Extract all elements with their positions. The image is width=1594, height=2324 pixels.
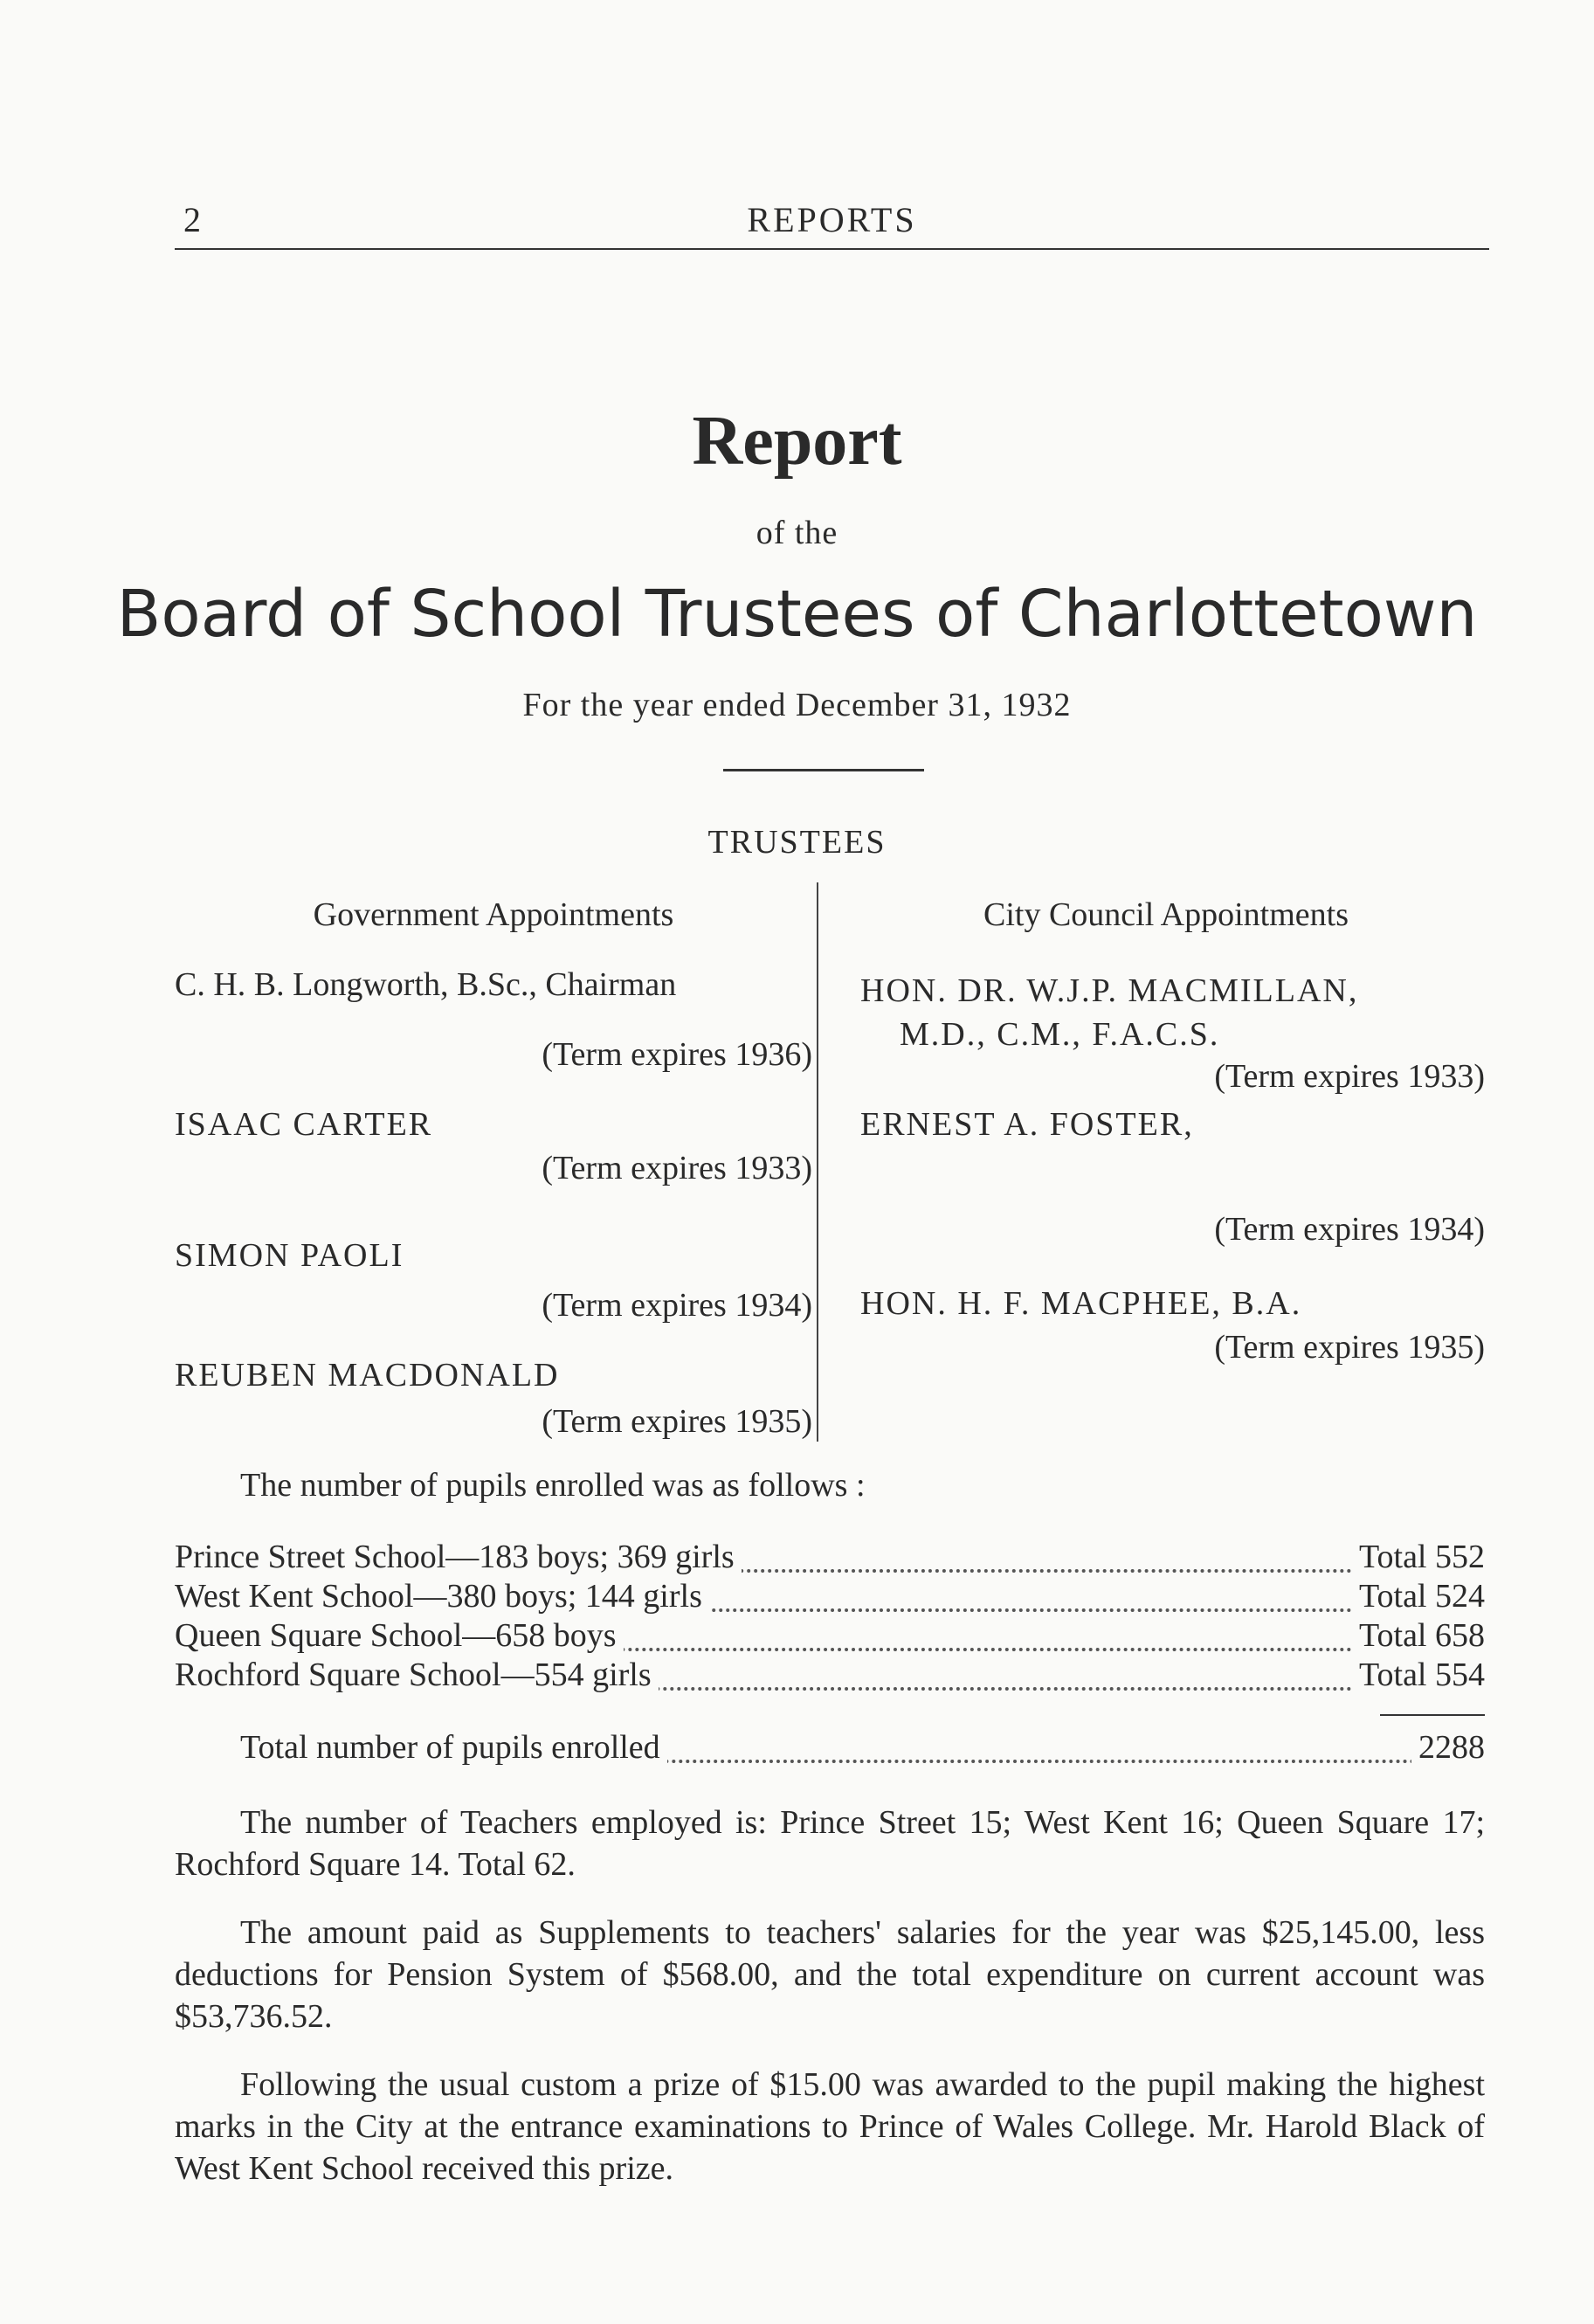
header-rule	[175, 248, 1489, 250]
gov-trustee-term: (Term expires 1933)	[542, 1150, 812, 1186]
grand-total-value: 2288	[1411, 1728, 1485, 1767]
board-name: Board of School Trustees of Charlottetown	[116, 577, 1478, 652]
school-total: Total 524	[1352, 1577, 1485, 1615]
city-trustee-name: HON. H. F. MACPHEE, B.A.	[860, 1285, 1302, 1322]
school-total: Total 554	[1352, 1656, 1485, 1694]
salaries-text: The amount paid as Supplements to teachers' salaries for the year was $25,145.00, less deductions for Pension System of $568.00, and the total expenditure on current account was $53,736.52.	[175, 1914, 1485, 2035]
gov-trustee-name: SIMON PAOLI	[175, 1237, 404, 1274]
salaries-paragraph	[175, 1912, 1485, 2037]
gov-trustee-name: C. H. B. Longworth, B.Sc., Chairman	[175, 966, 677, 1003]
grand-total-label: Total number of pupils enrolled	[240, 1728, 667, 1767]
school-enrolment: West Kent School—380 boys; 144 girls	[175, 1577, 709, 1615]
city-trustee-name: HON. DR. W.J.P. MACMILLAN,	[860, 972, 1359, 1009]
enrolment-row	[175, 1538, 1485, 1581]
city-trustee-term: (Term expires 1935)	[1214, 1329, 1485, 1366]
title-connector: of the	[756, 515, 838, 551]
school-total: Total 658	[1352, 1616, 1485, 1655]
city-trustee-credentials: M.D., C.M., F.A.C.S.	[900, 1016, 1220, 1053]
report-period: For the year ended December 31, 1932	[522, 687, 1072, 723]
city-trustee-name: ERNEST A. FOSTER,	[860, 1106, 1194, 1143]
grand-total-row	[240, 1728, 1485, 1772]
government-appointments-heading: Government Appointments	[313, 896, 674, 933]
enrolment-row	[175, 1656, 1485, 1699]
report-title: Report	[692, 403, 902, 480]
gov-trustee-term: (Term expires 1936)	[542, 1036, 812, 1073]
running-title: REPORTS	[747, 200, 917, 239]
school-enrolment: Rochford Square School—554 girls	[175, 1656, 659, 1694]
school-enrolment: Queen Square School—658 boys	[175, 1616, 624, 1655]
enrolment-row	[175, 1616, 1485, 1660]
sum-rule	[1380, 1714, 1485, 1716]
prize-paragraph	[175, 2064, 1485, 2189]
gov-trustee-name: ISAAC CARTER	[175, 1106, 433, 1143]
trustees-heading: TRUSTEES	[707, 824, 887, 861]
prize-text: Following the usual custom a prize of $15.00 was awarded to the pupil making the highest marks in the City at the entrance examinations to Prince of Wales College. Mr. Harold Black of West Kent School received this prize.	[175, 2066, 1485, 2187]
city-trustee-term: (Term expires 1934)	[1214, 1211, 1485, 1248]
gov-trustee-term: (Term expires 1934)	[542, 1287, 812, 1324]
gov-trustee-term: (Term expires 1935)	[542, 1403, 812, 1440]
city-council-appointments-heading: City Council Appointments	[983, 896, 1349, 933]
enrolment-row	[175, 1577, 1485, 1621]
running-head	[175, 199, 1489, 252]
column-divider	[817, 882, 818, 1442]
school-enrolment: Prince Street School—183 boys; 369 girls	[175, 1538, 742, 1576]
school-total: Total 552	[1352, 1538, 1485, 1576]
teachers-paragraph	[175, 1802, 1485, 1885]
city-trustee-term: (Term expires 1933)	[1214, 1058, 1485, 1095]
enrolment-intro: The number of pupils enrolled was as follows :	[240, 1467, 866, 1504]
teachers-text: The number of Teachers employed is: Prince Street 15; West Kent 16; Queen Square 17; Rochford Square 14. Total 62.	[175, 1804, 1485, 1883]
page-number: 2	[183, 200, 201, 239]
gov-trustee-name: REUBEN MACDONALD	[175, 1357, 560, 1394]
title-divider	[723, 769, 924, 771]
